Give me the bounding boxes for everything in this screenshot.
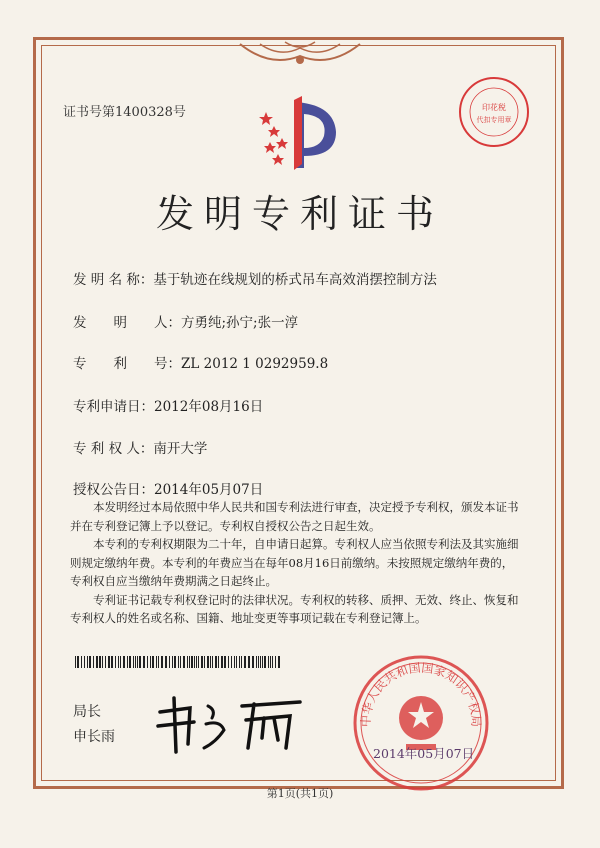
- certificate-title: 发明专利证书: [155, 192, 444, 236]
- inventors-field: [73, 311, 298, 331]
- national-ip-office-seal: [350, 652, 492, 794]
- handwritten-signature: [150, 692, 310, 756]
- stamp-date: 2014年05月07日: [373, 746, 475, 761]
- field-value: ZL 2012 1 0292959.8: [181, 356, 329, 372]
- svg-text:印花税: 印花税: [482, 103, 506, 112]
- field-value: 方勇纯;孙宁;张一淳: [181, 315, 299, 331]
- svg-text:中华人民共和国国家知识产权局: 中华人民共和国国家知识产权局: [358, 660, 484, 728]
- certificate-number: 证书号第1400328号: [63, 105, 186, 120]
- body-paragraph: 本专利的专利权期限为二十年，自申请日起算。专利权人应当依照专利法及其实施细则规定缴纳年费。本专利的年费应当在每年08月16日前缴纳。未按照规定缴纳年费的，专利权自应当缴纳年费期满之日起终止。: [70, 537, 519, 588]
- signatory-title: 局长: [73, 704, 101, 720]
- signatory-name: 申长雨: [73, 729, 115, 745]
- patent-office-logo: [258, 92, 344, 174]
- agency-stamp-small: [456, 74, 532, 150]
- field-value: 2014年05月07日: [154, 482, 264, 498]
- signatory-block: [73, 700, 115, 750]
- certificate-body: [70, 498, 520, 628]
- field-label: 专利申请日：: [73, 399, 154, 415]
- field-label: 发 明 人：: [73, 315, 181, 331]
- field-label: 授权公告日：: [73, 482, 154, 498]
- patent-number-field: [73, 352, 328, 372]
- field-value: 2012年08月16日: [154, 399, 264, 415]
- field-label: 发 明 名 称：: [73, 272, 154, 288]
- patentee-field: [73, 437, 207, 457]
- field-label: 专 利 号：: [73, 356, 181, 372]
- application-date-field: [73, 395, 263, 415]
- invention-name-field: [73, 268, 437, 288]
- top-ornament: [230, 38, 370, 72]
- field-value: 南开大学: [153, 441, 208, 457]
- page-number: 第1页(共1页): [266, 787, 334, 800]
- svg-text:代扣专用章: 代扣专用章: [476, 116, 512, 124]
- field-value: 基于轨迹在线规划的桥式吊车高效消摆控制方法: [153, 272, 437, 288]
- body-paragraph: 专利证书记载专利权登记时的法律状况。专利权的转移、质押、无效、终止、恢复和专利权人的姓名或名称、国籍、地址变更等事项记载在专利登记簿上。: [70, 592, 519, 625]
- body-paragraph: 本发明经过本局依照中华人民共和国专利法进行审查，决定授予专利权，颁发本证书并在专利登记簿上予以登记。专利权自授权公告之日起生效。: [70, 500, 519, 533]
- grant-date-field: [73, 478, 263, 498]
- field-label: 专 利 权 人：: [73, 441, 154, 457]
- barcode: [75, 656, 281, 668]
